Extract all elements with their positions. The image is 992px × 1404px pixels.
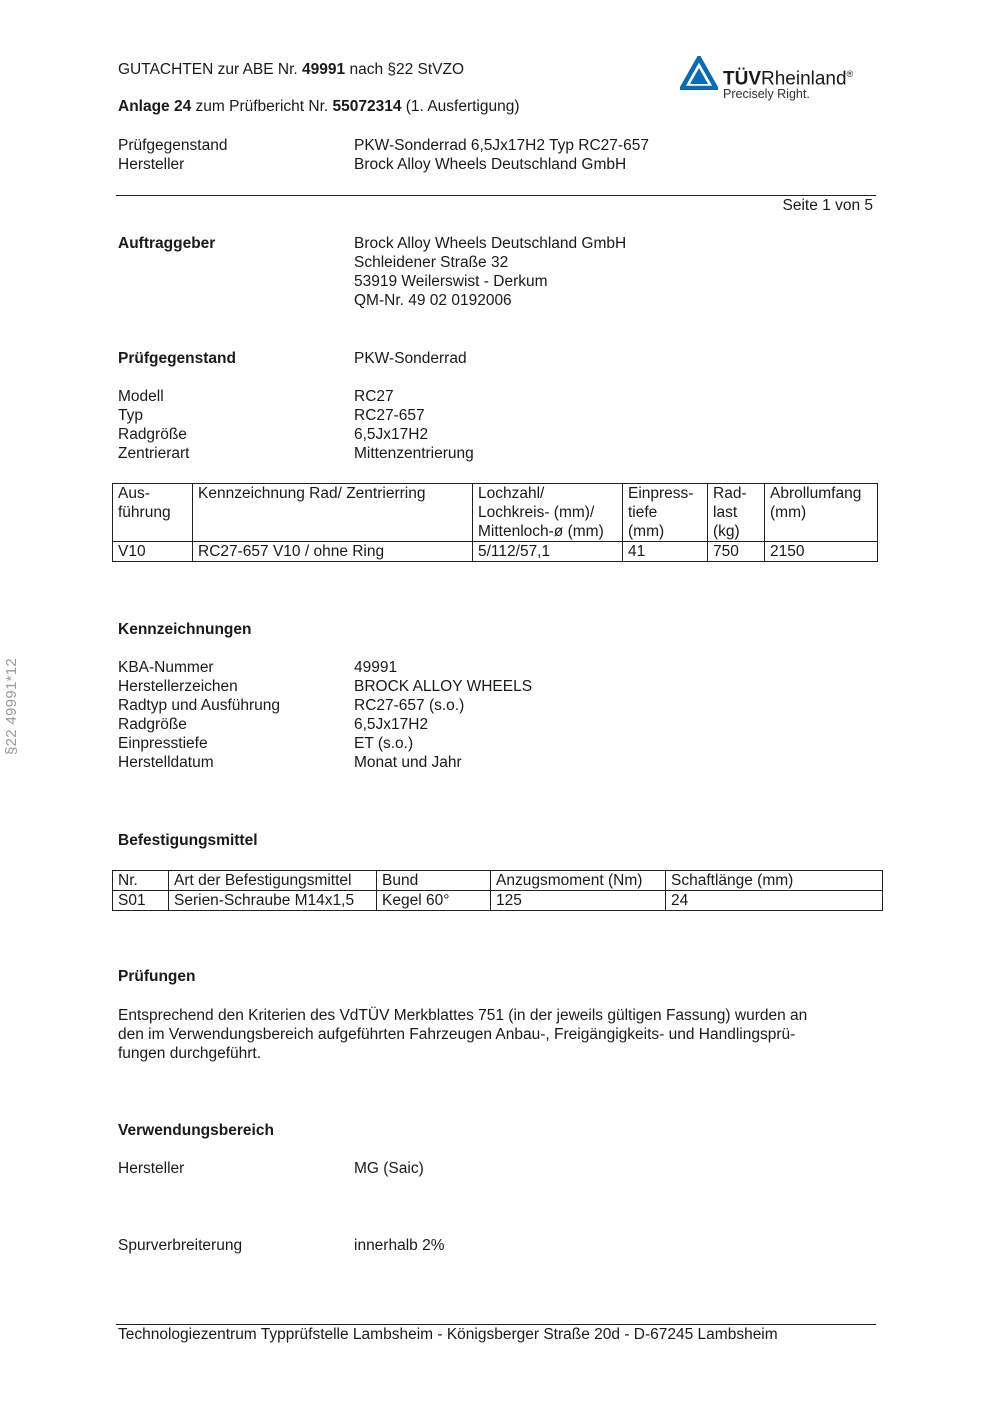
table-cell: 2150	[765, 542, 878, 562]
header-cell: Nr.	[113, 871, 169, 891]
table-cell: V10	[113, 542, 193, 562]
field-value: BROCK ALLOY WHEELS	[354, 678, 533, 695]
field-key: Herstelldatum	[118, 754, 214, 771]
header-cell: Bund	[377, 871, 491, 891]
side-note: §22 49991*12	[3, 657, 20, 755]
tuv-triangle-icon	[680, 56, 718, 90]
field-key: Einpresstiefe	[118, 735, 208, 752]
header-cell: Kennzeichnung Rad/ Zentrierring	[193, 484, 473, 542]
field-key: KBA-Nummer	[118, 659, 214, 676]
verwendung-label: Verwendungsbereich	[118, 1122, 274, 1139]
address-line: Brock Alloy Wheels Deutschland GmbH	[354, 235, 627, 252]
auftraggeber-address	[354, 234, 626, 310]
field-value: 6,5Jx17H2	[354, 426, 429, 443]
field-key: Typ	[118, 407, 143, 424]
pruefgegenstand-label: Prüfgegenstand	[118, 350, 236, 367]
header-cell: Rad- last (kg)	[708, 484, 765, 542]
header-cell: Einpress- tiefe (mm)	[623, 484, 708, 542]
field-value: RC27-657 (s.o.)	[354, 697, 465, 714]
pruefungen-text: Entsprechend den Kriterien des VdTÜV Merkblattes 751 (in der jeweils gültigen Fassung) wurden an den im Verwendungsbereich aufgeführten Fahrzeugen Anbau-, Freigängigkeits- und Handlingsprü- fungen durchgeführt.	[118, 1007, 808, 1062]
verwendung-hersteller-key: Hersteller	[118, 1160, 185, 1177]
field-key: Herstellerzeichen	[118, 678, 238, 695]
field-key: Radtyp und Ausführung	[118, 697, 281, 714]
table-cell: Kegel 60°	[377, 891, 491, 911]
table-cell: 41	[623, 542, 708, 562]
logo-brand-bold: TÜV	[723, 68, 761, 90]
pruefgegenstand-keys	[118, 387, 190, 463]
header-cell: Abrollumfang (mm)	[765, 484, 878, 542]
field-key: Radgröße	[118, 716, 187, 733]
table-cell: RC27-657 V10 / ohne Ring	[193, 542, 473, 562]
verwendung-spur-key: Spurverbreiterung	[118, 1237, 243, 1254]
tuv-logo	[680, 56, 870, 106]
wheel-spec-table	[112, 483, 878, 562]
pruefungen-label: Prüfungen	[118, 968, 196, 985]
address-line: QM-Nr. 49 02 0192006	[354, 292, 512, 309]
pruefgegenstand-values	[354, 387, 474, 463]
pruefgegenstand-value: PKW-Sonderrad	[354, 350, 467, 367]
header-title: GUTACHTEN zur ABE Nr. 49991 nach §22 StVZO	[118, 61, 465, 78]
kennzeichnungen-label: Kennzeichnungen	[118, 621, 252, 638]
field-value: 49991	[354, 659, 398, 676]
header-key-0: Prüfgegenstand	[118, 137, 228, 154]
table-cell: S01	[113, 891, 169, 911]
verwendung-hersteller-value: MG (Saic)	[354, 1160, 424, 1177]
auftraggeber-label: Auftraggeber	[118, 235, 216, 252]
kennzeichnungen-values	[354, 658, 532, 772]
header-cell: Lochzahl/ Lochkreis- (mm)/ Mittenloch-ø (mm)	[473, 484, 623, 542]
table-cell: 750	[708, 542, 765, 562]
fastener-table	[112, 870, 883, 911]
header-cell: Aus- führung	[113, 484, 193, 542]
table-row	[113, 542, 878, 562]
verwendung-spur-value: innerhalb 2%	[354, 1237, 445, 1254]
logo-registered: ®	[846, 69, 854, 79]
table-cell: 125	[491, 891, 666, 911]
table-cell: Serien-Schraube M14x1,5	[169, 891, 377, 911]
logo-brand-regular: Rheinland	[761, 68, 847, 90]
address-line: 53919 Weilerswist - Derkum	[354, 273, 548, 290]
page-number: Seite 1 von 5	[782, 197, 873, 214]
address-line: Schleidener Straße 32	[354, 254, 509, 271]
header-value-1: Brock Alloy Wheels Deutschland GmbH	[354, 156, 627, 173]
table-header-row	[113, 484, 878, 542]
header-cell: Art der Befestigungsmittel	[169, 871, 377, 891]
header-value-0: PKW-Sonderrad 6,5Jx17H2 Typ RC27-657	[354, 137, 649, 154]
field-key: Zentrierart	[118, 445, 190, 462]
field-key: Radgröße	[118, 426, 187, 443]
befestigung-label: Befestigungsmittel	[118, 832, 258, 849]
logo-tagline: Precisely Right.	[723, 87, 810, 101]
table-cell: 24	[666, 891, 883, 911]
field-key: Modell	[118, 388, 164, 405]
field-value: Mittenzentrierung	[354, 445, 474, 462]
header-key-1: Hersteller	[118, 156, 185, 173]
table-header-row	[113, 871, 883, 891]
header-subtitle: Anlage 24 zum Prüfbericht Nr. 55072314 (1. Ausfertigung)	[118, 98, 520, 115]
field-value: 6,5Jx17H2	[354, 716, 429, 733]
header-divider	[116, 195, 876, 196]
header-cell: Anzugsmoment (Nm)	[491, 871, 666, 891]
footer-text: Technologiezentrum Typprüfstelle Lambsheim - Königsberger Straße 20d - D-67245 Lambsheim	[118, 1326, 778, 1343]
kennzeichnungen-keys	[118, 658, 280, 772]
field-value: RC27-657	[354, 407, 425, 424]
header-cell: Schaftlänge (mm)	[666, 871, 883, 891]
field-value: RC27	[354, 388, 394, 405]
field-value: ET (s.o.)	[354, 735, 414, 752]
table-row	[113, 891, 883, 911]
field-value: Monat und Jahr	[354, 754, 462, 771]
table-cell: 5/112/57,1	[473, 542, 623, 562]
